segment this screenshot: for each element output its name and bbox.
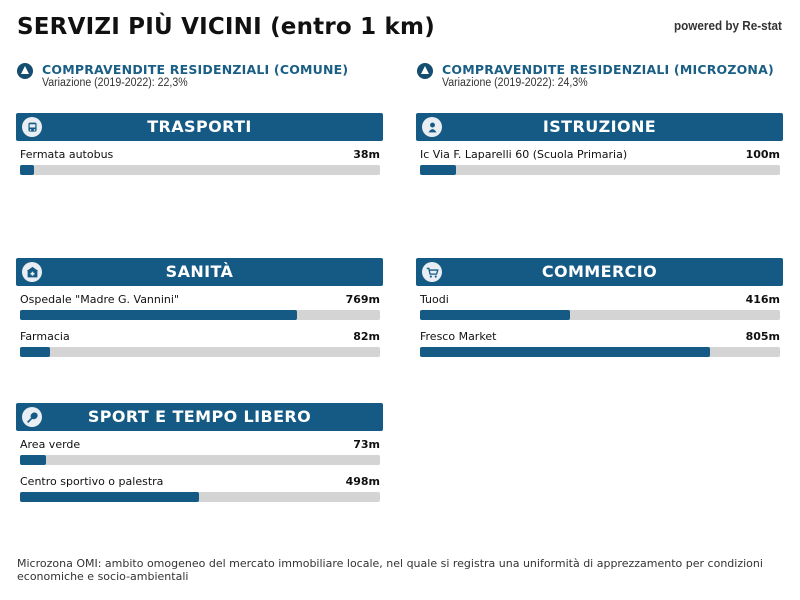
tennis-icon (22, 407, 42, 427)
item-distance: 805m (745, 330, 780, 343)
variation-subtitle: Variazione (2019-2022): 24,3% (442, 77, 588, 89)
distance-bar (20, 165, 380, 175)
section-header (416, 258, 783, 286)
cart-icon (422, 262, 442, 282)
section-title: ISTRUZIONE (542, 117, 657, 136)
variation-title: COMPRAVENDITE RESIDENZIALI (MICROZONA) (442, 62, 774, 77)
item-name: Ospedale "Madre G. Vannini" (20, 293, 180, 306)
section-title: COMMERCIO (541, 262, 658, 281)
list-item (420, 141, 780, 178)
bus-icon (22, 117, 42, 137)
distance-bar (20, 455, 380, 465)
variation-title: COMPRAVENDITE RESIDENZIALI (COMUNE) (42, 62, 349, 77)
list-item (20, 286, 380, 323)
item-distance: 416m (745, 293, 780, 306)
list-item (20, 323, 380, 360)
school-icon (422, 117, 442, 137)
distance-bar-fill (20, 455, 46, 465)
list-item (20, 141, 380, 178)
list-item (20, 431, 380, 468)
list-item (20, 468, 380, 505)
triangle-up-icon (17, 63, 33, 79)
distance-bar-fill (420, 310, 570, 320)
page-title: SERVIZI PIÙ VICINI (entro 1 km) (17, 14, 435, 40)
section-title: SPORT E TEMPO LIBERO (87, 407, 312, 426)
list-item (420, 286, 780, 323)
item-distance: 38m (353, 148, 380, 161)
item-name: Centro sportivo o palestra (20, 475, 164, 488)
distance-bar (420, 310, 780, 320)
distance-bar-fill (20, 310, 297, 320)
section-header (416, 113, 783, 141)
section-title: SANITÀ (165, 262, 234, 281)
section-header (16, 258, 383, 286)
hospital-icon (22, 262, 42, 282)
section-sanita (16, 258, 383, 360)
triangle-up-icon (417, 63, 433, 79)
distance-bar-fill (20, 165, 34, 175)
item-distance: 100m (745, 148, 780, 161)
variation-subtitle: Variazione (2019-2022): 22,3% (42, 77, 188, 89)
section-sport (16, 403, 383, 505)
section-trasporti (16, 113, 383, 178)
item-name: Farmacia (20, 330, 70, 343)
item-name: Fermata autobus (20, 148, 114, 161)
section-title: TRASPORTI (147, 117, 252, 136)
item-name: Area verde (20, 438, 81, 451)
distance-bar (20, 310, 380, 320)
section-header (16, 113, 383, 141)
footer-note: Microzona OMI: ambito omogeneo del mercato immobiliare locale, nel quale si registra una uniformità di apprezzamento per condizioni economiche e socio-ambientali (17, 557, 763, 583)
powered-by-label: powered by Re-stat (674, 18, 782, 33)
distance-bar-fill (20, 492, 199, 502)
section-commercio (416, 258, 783, 360)
item-name: Tuodi (420, 293, 449, 306)
distance-bar-fill (20, 347, 50, 357)
item-name: Ic Via F. Laparelli 60 (Scuola Primaria) (420, 148, 628, 161)
distance-bar (20, 492, 380, 502)
item-name: Fresco Market (420, 330, 497, 343)
distance-bar (20, 347, 380, 357)
section-header (16, 403, 383, 431)
item-distance: 498m (345, 475, 380, 488)
item-distance: 82m (353, 330, 380, 343)
distance-bar (420, 347, 780, 357)
list-item (420, 323, 780, 360)
distance-bar-fill (420, 347, 710, 357)
distance-bar (420, 165, 780, 175)
item-distance: 73m (353, 438, 380, 451)
distance-bar-fill (420, 165, 456, 175)
item-distance: 769m (345, 293, 380, 306)
section-istruzione (416, 113, 783, 178)
